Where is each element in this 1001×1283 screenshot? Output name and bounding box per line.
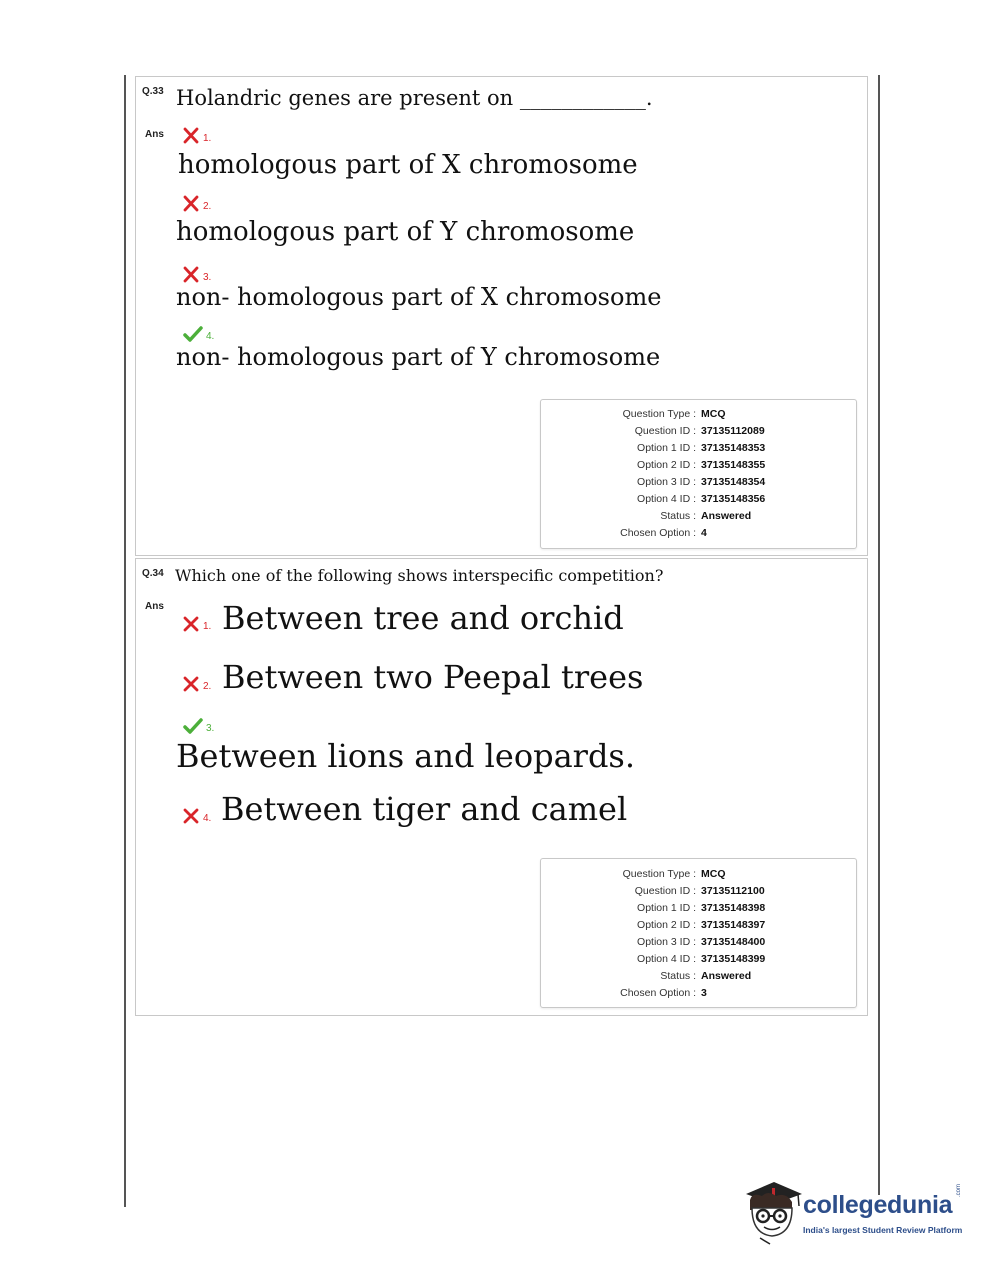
cross-icon (182, 127, 200, 144)
option-number: 2. (203, 681, 212, 692)
question-meta-panel: Question Type : MCQ Question ID : 37135112089 Option 1 ID : 37135148353 Option 2 ID : 37135148355 Option 3 ID : 37135148354 Option 4 ID : 37135148356 Status : Answered Chosen Option : 4 (540, 399, 857, 549)
option-marker (182, 675, 211, 692)
brand-tagline: India's largest Student Review Platform (803, 1225, 963, 1235)
option-text: non- homologous part of X chromosome (176, 283, 662, 311)
option-marker (182, 195, 211, 212)
cross-icon (182, 266, 200, 283)
option-text: Between tree and orchid (222, 599, 624, 637)
question-number: Q.33 (142, 86, 164, 97)
option-number: 3. (206, 723, 215, 734)
option-number: 1. (203, 621, 212, 632)
page-right-border (878, 75, 880, 1195)
option-text: homologous part of X chromosome (178, 150, 638, 180)
option-number: 2. (203, 201, 212, 212)
cross-icon (182, 807, 200, 824)
question-text: Holandric genes are present on ____________. (176, 86, 653, 110)
option-marker (183, 718, 214, 734)
answer-label: Ans (145, 601, 164, 612)
question-text: Which one of the following shows interspecific competition? (175, 566, 664, 585)
option-marker (182, 615, 211, 632)
cross-icon (182, 615, 200, 632)
option-marker (183, 326, 214, 342)
answer-label: Ans (145, 129, 164, 140)
cross-icon (182, 195, 200, 212)
question-number: Q.34 (142, 568, 164, 579)
option-number: 4. (206, 331, 215, 342)
option-marker (182, 127, 211, 144)
option-text: Between tiger and camel (221, 790, 628, 828)
option-text: homologous part of Y chromosome (176, 217, 635, 247)
brand-name: collegedunia (803, 1191, 953, 1219)
option-number: 1. (203, 133, 212, 144)
page-left-border (124, 75, 126, 1207)
check-icon (183, 718, 203, 734)
option-text: non- homologous part of Y chromosome (176, 343, 661, 371)
collegedunia-logo (742, 1178, 972, 1248)
option-number: 4. (203, 813, 212, 824)
question-meta-panel: Question Type : MCQ Question ID : 37135112100 Option 1 ID : 37135148398 Option 2 ID : 37135148397 Option 3 ID : 37135148400 Option 4 ID : 37135148399 Status : Answered Chosen Option : 3 (540, 858, 857, 1008)
check-icon (183, 326, 203, 342)
option-text: Between lions and leopards. (176, 737, 636, 775)
brand-suffix: .com (956, 1183, 962, 1197)
option-text: Between two Peepal trees (222, 658, 644, 696)
option-marker (182, 807, 211, 824)
option-number: 3. (203, 272, 212, 283)
option-marker (182, 266, 211, 283)
mascot-icon (742, 1178, 804, 1248)
cross-icon (182, 675, 200, 692)
